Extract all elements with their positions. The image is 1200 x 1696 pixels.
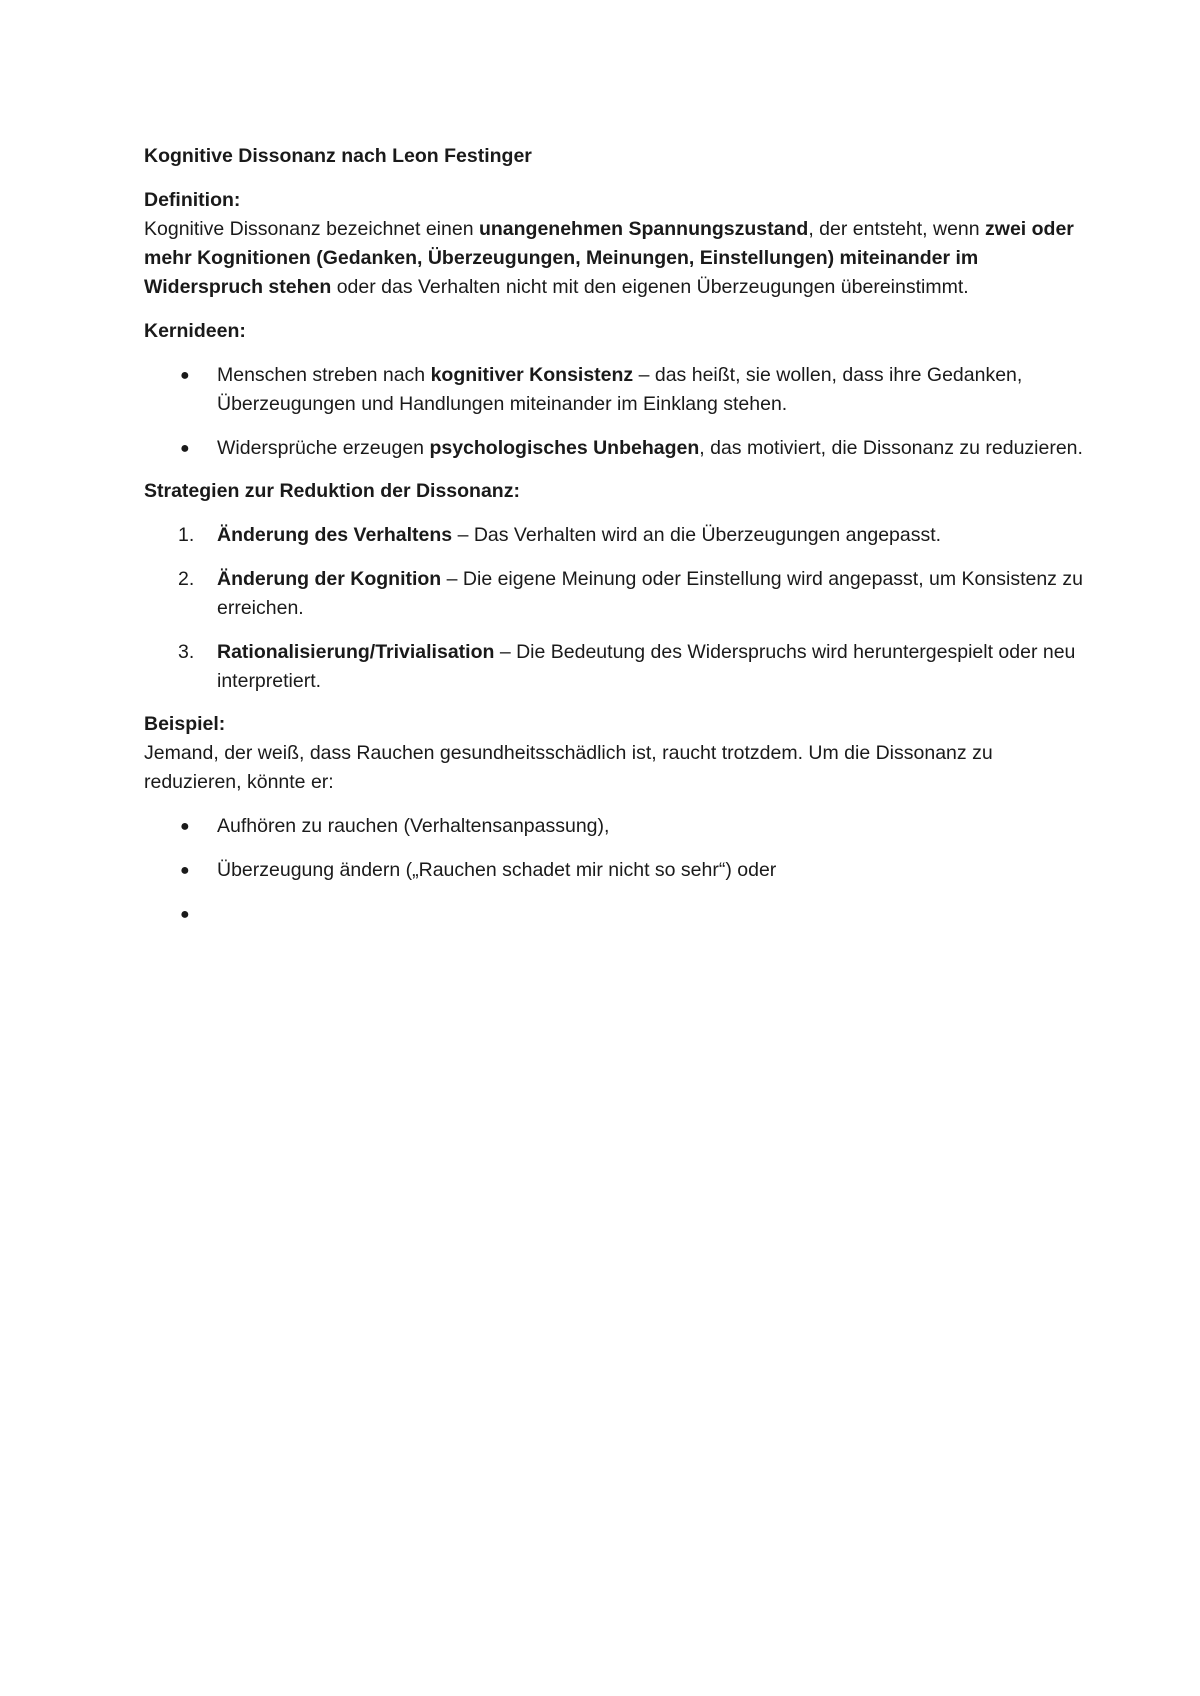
list-item: [144, 856, 1084, 885]
definition-text-1: Kognitive Dissonanz bezeichnet einen: [144, 218, 479, 240]
definition-bold-2: zwei oder mehr Kognitionen (Gedanken, Überzeugungen, Meinungen, Einstellungen) miteinander im Widerspruch stehen: [144, 218, 1074, 298]
bullet-icon: ●: [180, 906, 190, 923]
item-text: Aufhören zu rauchen (Verhaltensanpassung),: [217, 815, 610, 837]
beispiel-text: Jemand, der weiß, dass Rauchen gesundheitsschädlich ist, raucht trotzdem. Um die Dissonanz zu reduzieren, könnte er:: [144, 742, 993, 793]
list-item: [144, 812, 1084, 841]
item-text: – Die Bedeutung des Widerspruchs wird heruntergespielt oder neu interpretiert.: [217, 641, 1076, 692]
list-item: [144, 638, 1084, 696]
definition-label: Definition:: [144, 189, 241, 211]
definition-section: [144, 186, 1084, 302]
item-text: Menschen streben nach: [217, 364, 431, 386]
item-bold: psychologisches Unbehagen: [429, 437, 700, 459]
list-number: 3.: [178, 641, 195, 663]
list-item-empty[interactable]: [144, 900, 1084, 929]
bullet-icon: ●: [180, 862, 190, 879]
item-text: – das heißt, sie wollen, dass ihre Gedanken, Überzeugungen und Handlungen miteinander im Einklang stehen.: [217, 364, 1023, 415]
strategien-label: Strategien zur Reduktion der Dissonanz:: [144, 480, 520, 502]
item-bold: Änderung der Kognition: [217, 568, 442, 590]
item-text: Widersprüche erzeugen: [217, 437, 430, 459]
list-item: [144, 361, 1084, 419]
beispiel-section: [144, 710, 1084, 797]
bullet-icon: ●: [180, 367, 190, 384]
bullet-icon: ●: [180, 818, 190, 835]
bullet-icon: ●: [180, 440, 190, 457]
item-text: Überzeugung ändern („Rauchen schadet mir nicht so sehr“) oder: [217, 859, 777, 881]
definition-bold-1: unangenehmen Spannungszustand: [478, 218, 809, 240]
document-page: [144, 142, 1084, 943]
kernideen-list: [144, 361, 1084, 463]
item-bold: kognitiver Konsistenz: [430, 364, 634, 386]
list-item: [144, 521, 1084, 550]
kernideen-label: Kernideen:: [144, 320, 246, 342]
beispiel-list: [144, 812, 1084, 929]
list-item: [144, 565, 1084, 623]
item-text: – Das Verhalten wird an die Überzeugungen angepasst.: [452, 524, 942, 546]
item-bold: Änderung des Verhaltens: [217, 524, 453, 546]
item-text: , das motiviert, die Dissonanz zu reduzieren.: [699, 437, 1083, 459]
list-number: 2.: [178, 568, 195, 590]
strategien-list: [144, 521, 1084, 696]
document-title: Kognitive Dissonanz nach Leon Festinger: [144, 145, 532, 167]
definition-text-3: oder das Verhalten nicht mit den eigenen Überzeugungen übereinstimmt.: [331, 276, 969, 298]
definition-text-2: , der entsteht, wenn: [808, 218, 986, 240]
item-bold: Rationalisierung/Trivialisation: [217, 641, 495, 663]
item-text: – Die eigene Meinung oder Einstellung wird angepasst, um Konsistenz zu erreichen.: [217, 568, 1083, 619]
list-number: 1.: [178, 524, 195, 546]
beispiel-label: Beispiel:: [144, 713, 226, 735]
list-item: [144, 434, 1084, 463]
